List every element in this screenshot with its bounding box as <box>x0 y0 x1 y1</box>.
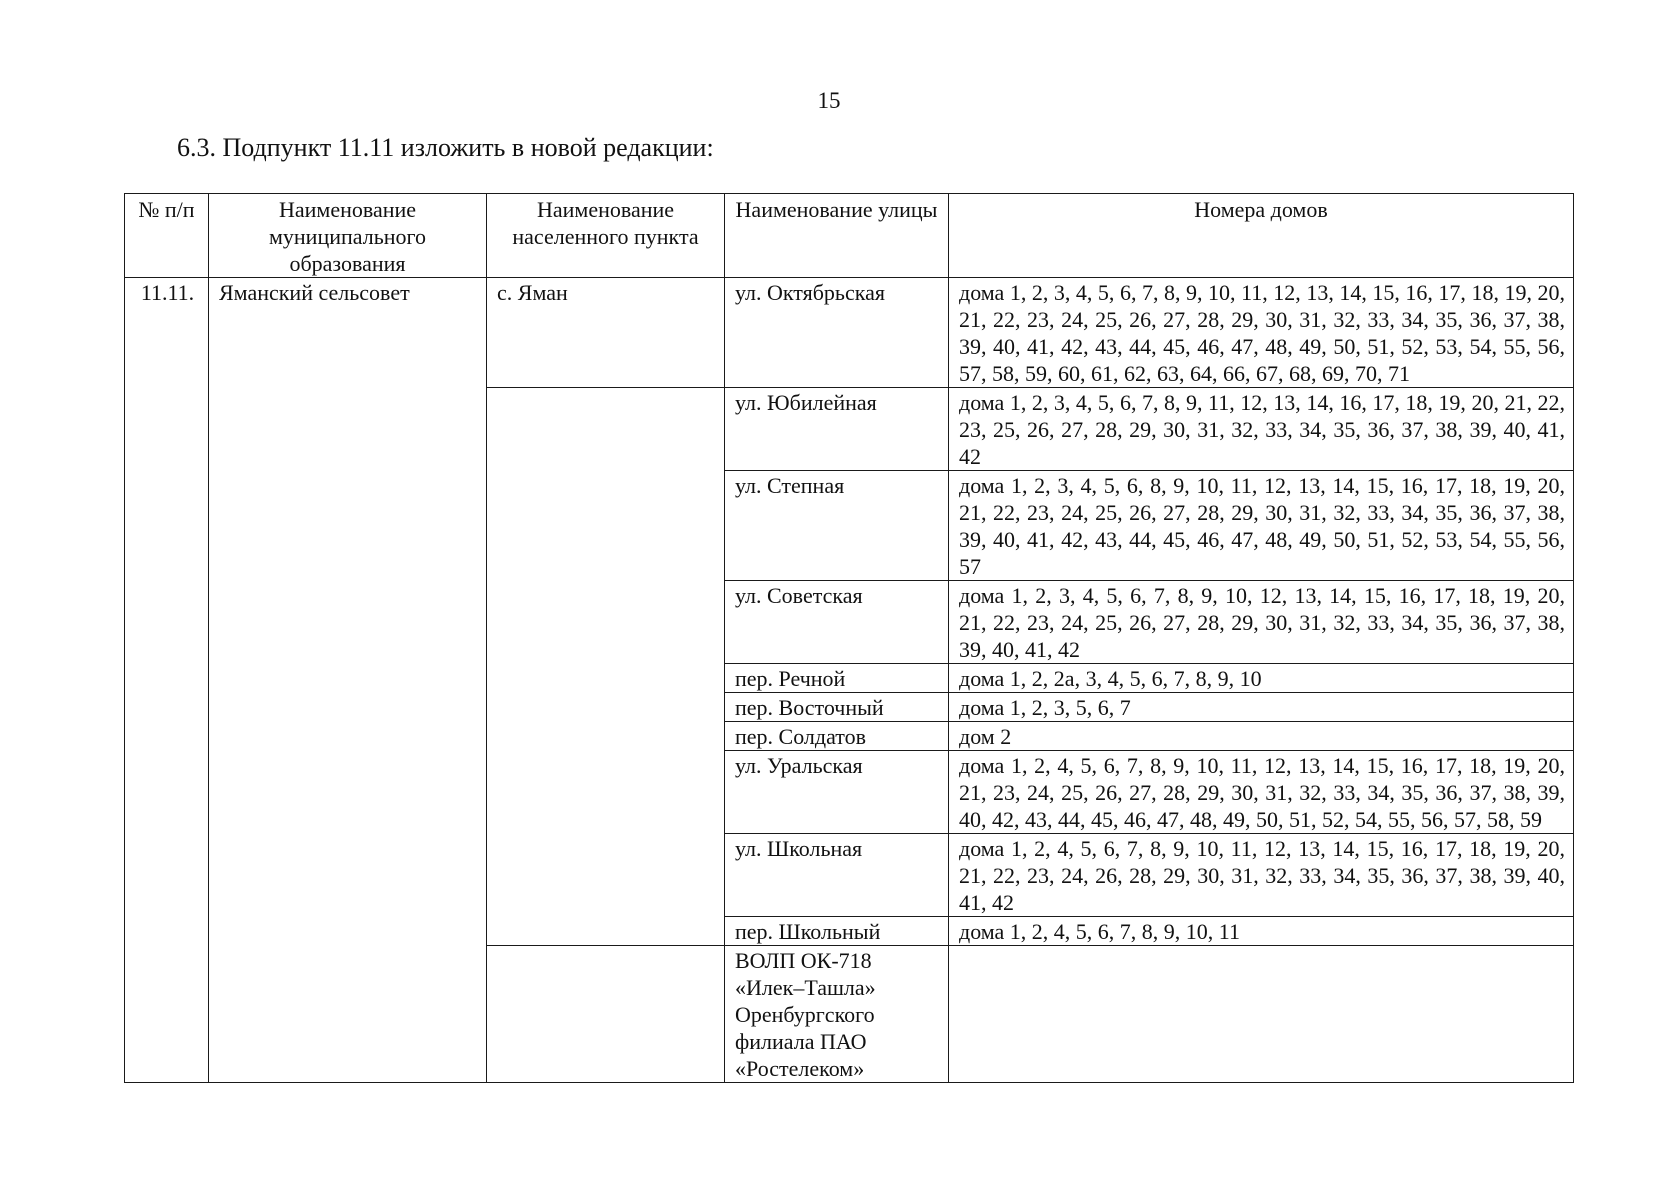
houses-table <box>124 193 1574 1083</box>
header-houses: Номера домов <box>949 194 1574 278</box>
header-street: Наименование улицы <box>725 194 949 278</box>
section-heading: 6.3. Подпункт 11.11 изложить в новой редакции: <box>177 133 714 162</box>
house-numbers: дома 1, 2, 3, 4, 5, 6, 7, 8, 9, 10, 11, 12, 13, 14, 15, 16, 17, 18, 19, 20, 21, 22, 23, 24, 25, 26, 27, 28, 29, 30, 31, 32, 33, 34, 35, 36, 37, 38, 39, 40, 41, 42, 43, 44, 45, 46, 47, 48, 49, 50, 51, 52, 53, 54, 55, 56, 57, 58, 59, 60, 61, 62, 63, 64, 66, 67, 68, 69, 70, 71 <box>949 278 1574 388</box>
street-name: пер. Школьный <box>725 917 949 946</box>
house-numbers: дома 1, 2, 4, 5, 6, 7, 8, 9, 10, 11, 12, 13, 14, 15, 16, 17, 18, 19, 20, 21, 22, 23, 24, 26, 28, 29, 30, 31, 32, 33, 34, 35, 36, 37, 38, 39, 40, 41, 42 <box>949 834 1574 917</box>
table-row <box>125 278 1574 388</box>
house-numbers: дома 1, 2, 3, 4, 5, 6, 8, 9, 10, 11, 12, 13, 14, 15, 16, 17, 18, 19, 20, 21, 22, 23, 24, 25, 26, 27, 28, 29, 30, 31, 32, 33, 34, 35, 36, 37, 38, 39, 40, 41, 42, 43, 44, 45, 46, 47, 48, 49, 50, 51, 52, 53, 54, 55, 56, 57 <box>949 471 1574 581</box>
page-number: 15 <box>817 88 841 113</box>
house-numbers: дома 1, 2, 2а, 3, 4, 5, 6, 7, 8, 9, 10 <box>949 664 1574 693</box>
house-numbers: дома 1, 2, 3, 4, 5, 6, 7, 8, 9, 10, 12, 13, 14, 15, 16, 17, 18, 19, 20, 21, 22, 23, 24, 25, 26, 27, 28, 29, 30, 31, 32, 33, 34, 35, 36, 37, 38, 39, 40, 41, 42 <box>949 581 1574 664</box>
street-name: ул. Школьная <box>725 834 949 917</box>
street-name: ул. Октябрьская <box>725 278 949 388</box>
house-numbers: дом 2 <box>949 722 1574 751</box>
table-header-row <box>125 194 1574 278</box>
locality-cell: с. Яман <box>487 278 725 388</box>
house-numbers <box>949 946 1574 1083</box>
locality-cell-empty <box>487 388 725 946</box>
locality-cell-empty <box>487 946 725 1083</box>
street-name: ул. Уральская <box>725 751 949 834</box>
house-numbers: дома 1, 2, 4, 5, 6, 7, 8, 9, 10, 11, 12, 13, 14, 15, 16, 17, 18, 19, 20, 21, 23, 24, 25, 26, 27, 28, 29, 30, 31, 32, 33, 34, 35, 36, 37, 38, 39, 40, 42, 43, 44, 45, 46, 47, 48, 49, 50, 51, 52, 54, 55, 56, 57, 58, 59 <box>949 751 1574 834</box>
house-numbers: дома 1, 2, 3, 5, 6, 7 <box>949 693 1574 722</box>
street-name: пер. Речной <box>725 664 949 693</box>
municipality-cell: Яманский сельсовет <box>209 278 487 1083</box>
street-name: ВОЛП ОК-718 «Илек–Ташла» Оренбургского филиала ПАО «Ростелеком» <box>725 946 949 1083</box>
street-name: ул. Юбилейная <box>725 388 949 471</box>
header-num: № п/п <box>125 194 209 278</box>
house-numbers: дома 1, 2, 4, 5, 6, 7, 8, 9, 10, 11 <box>949 917 1574 946</box>
street-name: ул. Степная <box>725 471 949 581</box>
street-name: пер. Солдатов <box>725 722 949 751</box>
header-municipality: Наименование муниципального образования <box>209 194 487 278</box>
house-numbers: дома 1, 2, 3, 4, 5, 6, 7, 8, 9, 11, 12, 13, 14, 16, 17, 18, 19, 20, 21, 22, 23, 25, 26, 27, 28, 29, 30, 31, 32, 33, 34, 35, 36, 37, 38, 39, 40, 41, 42 <box>949 388 1574 471</box>
header-locality: Наименование населенного пункта <box>487 194 725 278</box>
street-name: ул. Советская <box>725 581 949 664</box>
row-number: 11.11. <box>125 278 209 1083</box>
street-name: пер. Восточный <box>725 693 949 722</box>
